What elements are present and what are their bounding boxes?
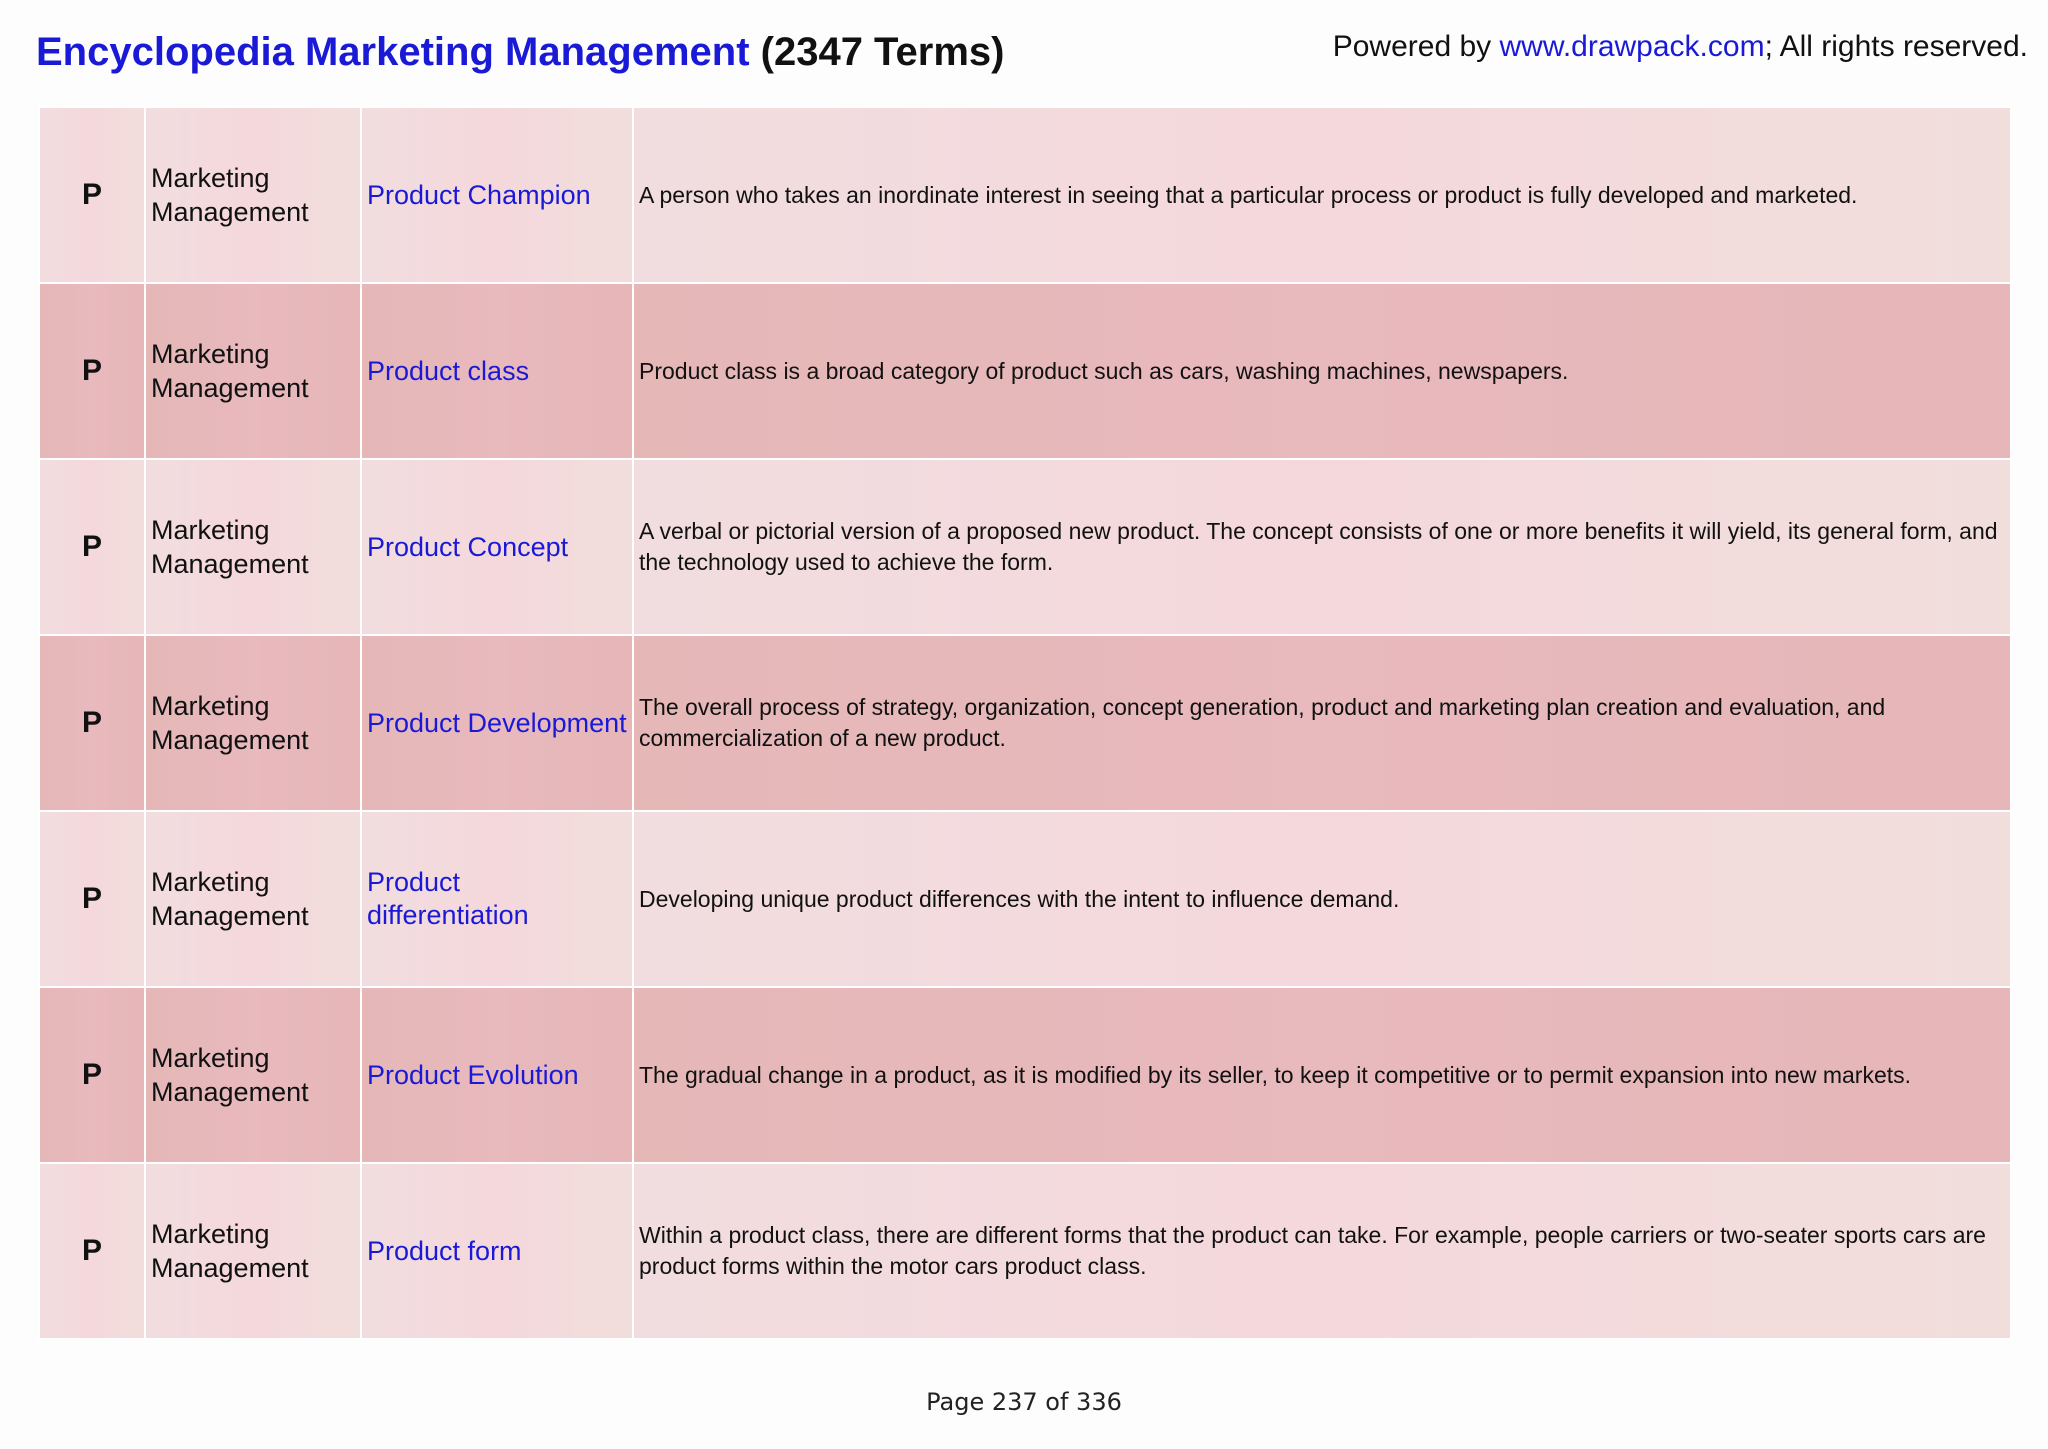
term-cell (361, 987, 633, 1163)
term-cell (361, 1163, 633, 1339)
term-cell (361, 635, 633, 811)
category-cell: Marketing Management (145, 811, 361, 987)
page-number: Page 237 of 336 (926, 1388, 1122, 1416)
term-link[interactable]: Product class (367, 355, 530, 386)
term-link[interactable]: Product form (367, 1235, 522, 1266)
table-row (39, 283, 2011, 459)
term-cell (361, 107, 633, 283)
table-row (39, 987, 2011, 1163)
letter-cell: P (39, 283, 145, 459)
category-cell: Marketing Management (145, 283, 361, 459)
page-header-title (36, 30, 1004, 75)
letter-cell: P (39, 107, 145, 283)
letter-cell: P (39, 811, 145, 987)
definition-cell: A person who takes an inordinate interest in seeing that a particular process or product is fully developed and marketed. (633, 107, 2011, 283)
term-cell (361, 459, 633, 635)
term-cell (361, 811, 633, 987)
powered-by-notice (1333, 30, 2028, 64)
encyclopedia-title-link[interactable]: Encyclopedia Marketing Management (36, 30, 750, 74)
terms-table (38, 106, 2012, 1340)
term-cell (361, 283, 633, 459)
definition-cell: A verbal or pictorial version of a proposed new product. The concept consists of one or more benefits it will yield, its general form, and the technology used to achieve the form. (633, 459, 2011, 635)
term-link[interactable]: Product Concept (367, 531, 569, 562)
definition-cell: Developing unique product differences with the intent to influence demand. (633, 811, 2011, 987)
category-cell: Marketing Management (145, 459, 361, 635)
definition-cell: The gradual change in a product, as it is modified by its seller, to keep it competitive or to permit expansion into new markets. (633, 987, 2011, 1163)
term-link[interactable]: Product differentiation (367, 867, 529, 930)
table-row (39, 107, 2011, 283)
category-cell: Marketing Management (145, 987, 361, 1163)
term-count: (2347 Terms) (760, 30, 1005, 74)
table-row (39, 1163, 2011, 1339)
table-row (39, 635, 2011, 811)
category-cell: Marketing Management (145, 1163, 361, 1339)
category-cell: Marketing Management (145, 635, 361, 811)
powered-by-prefix: Powered by (1332, 30, 1500, 63)
term-link[interactable]: Product Champion (367, 179, 591, 210)
letter-cell: P (39, 635, 145, 811)
letter-cell: P (39, 987, 145, 1163)
category-cell: Marketing Management (145, 107, 361, 283)
drawpack-site-link[interactable]: www.drawpack.com (1499, 30, 1765, 63)
definition-cell: Within a product class, there are different forms that the product can take. For example, people carriers or two-seater sports cars are product forms within the motor cars product class. (633, 1163, 2011, 1339)
definition-cell: Product class is a broad category of product such as cars, washing machines, newspapers. (633, 283, 2011, 459)
term-link[interactable]: Product Development (367, 707, 627, 738)
table-row (39, 811, 2011, 987)
term-link[interactable]: Product Evolution (367, 1059, 579, 1090)
letter-cell: P (39, 1163, 145, 1339)
rights-text: ; All rights reserved. (1764, 30, 2028, 63)
table-row (39, 459, 2011, 635)
definition-cell: The overall process of strategy, organization, concept generation, product and marketing plan creation and evaluation, and commercialization of a new product. (633, 635, 2011, 811)
letter-cell: P (39, 459, 145, 635)
